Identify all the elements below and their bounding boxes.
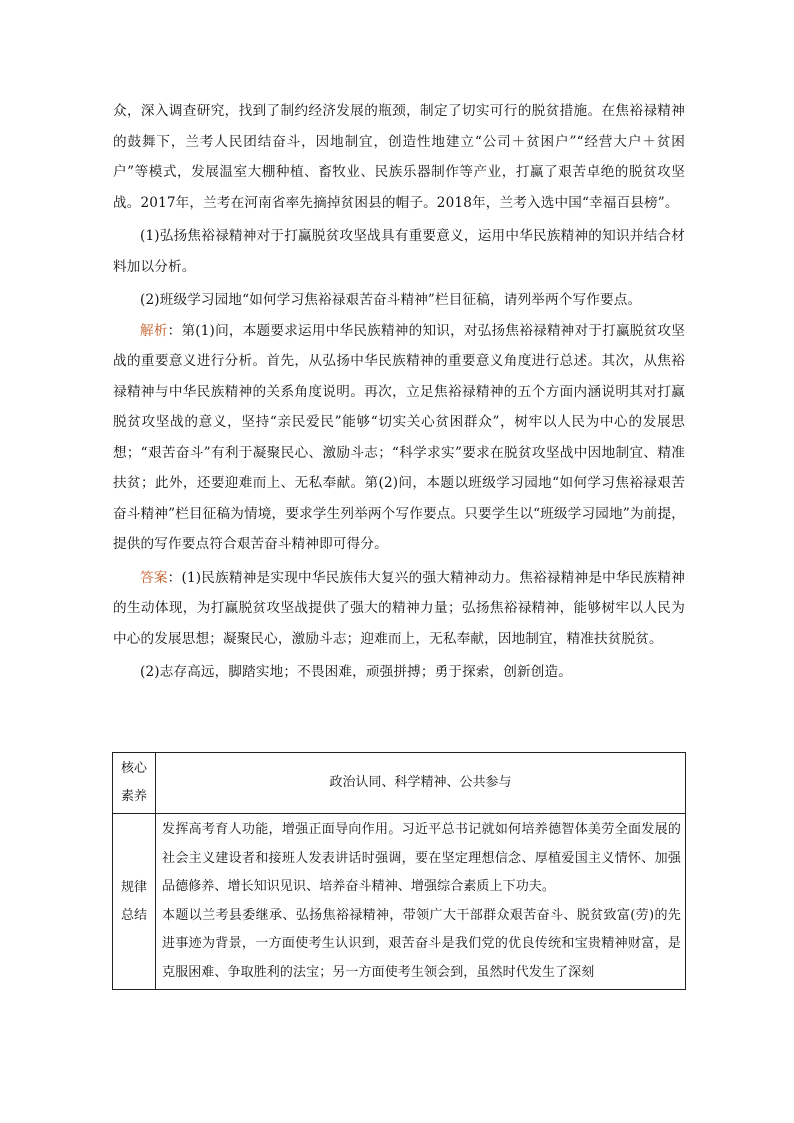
core-competency-content: 政治认同、科学精神、公共参与 xyxy=(156,753,686,814)
analysis-colon: ： xyxy=(167,322,182,339)
table-row xyxy=(113,814,686,990)
summary-paragraph-2: 本题以兰考县委继承、弘扬焦裕禄精神，带领广大干部群众艰苦奋斗、脱贫致富(劳)的先进事迹为背景，一方面使考生认识到，艰苦奋斗是我们党的优良传统和宝贵精神财富，是克服困难、争取胜利的法宝；另一方面使考生领会到，虽然时代发生了深刻 xyxy=(162,907,681,980)
core-label-line-2: 素养 xyxy=(120,789,147,804)
question-2: (2)班级学习园地“如何学习焦裕禄艰苦奋斗精神”栏目征稿，请列举两个写作要点。 xyxy=(140,292,642,308)
answer-paragraph-1 xyxy=(113,563,685,655)
answer-label: 答案 xyxy=(140,569,168,586)
summary-paragraph-1: 发挥高考育人功能，增强正面导向作用。习近平总书记就如何培养德智体美劳全面发展的社会主义建设者和接班人发表讲话时强调，要在坚定理想信念、厚植爱国主义情怀、加强品德修养、增长知识见识、培养奋斗精神、增强综合素质上下功夫。 xyxy=(162,822,681,894)
answer-colon: ： xyxy=(167,569,182,586)
pattern-summary-content xyxy=(156,814,686,990)
table-row xyxy=(113,753,686,814)
analysis-text: 第(1)问，本题要求运用中华民族精神的知识，对弘扬焦裕禄精神对于打赢脱贫攻坚战的重要意义进行分析。首先，从弘扬中华民族精神的重要意义角度进行总述。其次，从焦裕禄精神与中华民族精神的关系角度说明。再次，立足焦裕禄精神的五个方面内涵说明其对打赢脱贫攻坚战的意义，坚持“亲民爱民”能够“切实关心贫困群众”，树牢以人民为中心的发展思想；“艰苦奋斗”有利于凝聚民心、激励斗志；“科学求实”要求在脱贫攻坚战中因地制宜、精准扶贫；此外，还要迎难而上、无私奉献。第(2)问，本题以班级学习园地“如何学习焦裕禄艰苦奋斗精神”栏目征稿为情境，要求学生列举两个写作要点。只要学生以“班级学习园地”为前提，提供的写作要点符合艰苦奋斗精神即可得分。 xyxy=(113,322,685,552)
question-1: (1)弘扬焦裕禄精神对于打赢脱贫攻坚战具有重要意义，运用中华民族精神的知识并结合材料加以分析。 xyxy=(113,228,685,275)
material-paragraph: 众，深入调查研究，找到了制约经济发展的瓶颈，制定了切实可行的脱贫措施。在焦裕禄精神的鼓舞下，兰考人民团结奋斗，因地制宜，创造性地建立“公司＋贫困户”“经营大户＋贫困户”等模式，发展温室大棚种植、畜牧业、民族乐器制作等产业，打赢了艰苦卓绝的脱贫攻坚战。2017年，兰考在河南省率先摘掉贫困县的帽子。2018年，兰考入选中国“幸福百县榜”。 xyxy=(113,103,685,211)
core-label-line-1: 核心 xyxy=(120,761,147,776)
pattern-label-line-1: 规律 xyxy=(120,879,147,895)
document-body xyxy=(113,96,685,688)
pattern-summary-label xyxy=(113,814,156,990)
pattern-label-line-2: 总结 xyxy=(120,907,147,923)
summary-table xyxy=(112,752,686,990)
answer-text-1: (1)民族精神是实现中华民族伟大复兴的强大精神动力。焦裕禄精神是中华民族精神的生动体现，为打赢脱贫攻坚战提供了强大的精神力量；弘扬焦裕禄精神，能够树牢以人民为中心的发展思想；凝聚民心，激励斗志；迎难而上，无私奉献，因地制宜，精准扶贫脱贫。 xyxy=(113,569,685,647)
answer-paragraph-2: (2)志存高远，脚踏实地；不畏困难，顽强拼搏；勇于探索，创新创造。 xyxy=(140,664,573,680)
analysis-paragraph xyxy=(113,316,685,560)
analysis-label: 解析 xyxy=(140,322,168,339)
core-competency-label xyxy=(113,753,156,814)
